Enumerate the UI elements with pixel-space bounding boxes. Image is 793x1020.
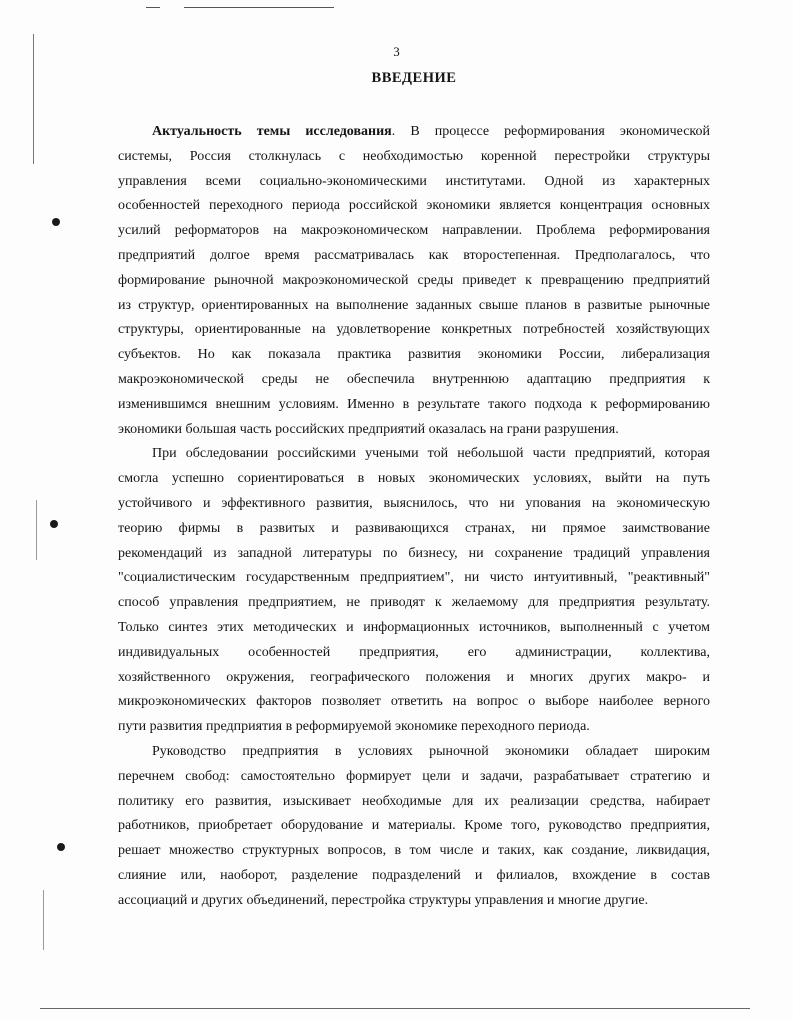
body-text (118, 120, 710, 914)
line-text: микроэкономических факторов позволяет ответить на вопрос о выборе наиболее верного (118, 694, 710, 710)
text-line (118, 715, 710, 740)
text-line (118, 170, 710, 195)
text-line (118, 294, 710, 319)
text-line (118, 194, 710, 219)
line-text: Только синтез этих методических и информационных источников, выполненный с учетом (118, 619, 710, 635)
text-line (118, 839, 710, 864)
line-text: индивидуальных особенностей предприятия, его администрации, коллектива, (118, 644, 710, 660)
scan-left-edge-3 (43, 890, 44, 950)
text-line (118, 690, 710, 715)
line-text: управления всеми социально-экономическими институтами. Одной из характерных (118, 173, 710, 189)
text-line (118, 641, 710, 666)
line-text: хозяйственного окружения, географического положения и многих других макро- и (118, 669, 710, 685)
line-text: структуры, ориентированные на удовлетворение конкретных потребностей хозяйствующих (118, 322, 710, 338)
line-text: ассоциаций и других объединений, перестройка структуры управления и многие другие. (118, 892, 649, 908)
line-text: "социалистическим государственным предприятием", ни чисто интуитивный, "реактивный" (118, 570, 710, 586)
text-line (118, 343, 710, 368)
punch-hole-1 (52, 218, 60, 226)
line-text: макроэкономической среды не обеспечила внутреннюю адаптацию предприятия к (118, 371, 710, 387)
text-line (118, 814, 710, 839)
text-line (118, 318, 710, 343)
paragraph-2 (118, 442, 710, 740)
text-line (118, 542, 710, 567)
paragraph-lead: Актуальность темы исследования (152, 124, 392, 139)
line-text: субъектов. Но как показала практика развития экономики России, либерализация (118, 347, 710, 363)
text-line (118, 790, 710, 815)
text-line (118, 368, 710, 393)
line-text: пути развития предприятия в реформируемой экономике переходного периода. (118, 719, 590, 735)
line-text: усилий реформаторов на макроэкономическом направлении. Проблема реформирования (118, 223, 710, 239)
text-line (118, 616, 710, 641)
text-line (118, 889, 710, 914)
punch-hole-3 (57, 843, 65, 851)
line-text: политику его развития, изыскивает необходимые для их реализации средства, набирает (118, 793, 710, 809)
line-text: устойчивого и эффективного развития, выяснилось, что ни упования на экономическую (118, 495, 710, 511)
text-line (118, 740, 710, 765)
text-line (118, 269, 710, 294)
scan-top-mark-left (146, 7, 160, 8)
text-line (118, 244, 710, 269)
line-text: перечнем свобод: самостоятельно формирует цели и задачи, разрабатывает стратегию и (118, 768, 710, 784)
scan-bottom-edge (40, 1008, 750, 1009)
text-line (118, 219, 710, 244)
page-title: ВВЕДЕНИЕ (371, 70, 457, 86)
line-text: способ управления предприятием, не приводят к желаемому для предприятия результату. (118, 595, 710, 611)
text-line (118, 765, 710, 790)
line-text: теорию фирмы в развитых и развивающихся странах, ни прямое заимствование (118, 520, 710, 536)
line-text: из структур, ориентированных на выполнение заданных свыше планов в развитые рыночные (118, 297, 710, 313)
line-text: изменившимся внешним условиям. Именно в результате такого подхода к реформированию (118, 396, 710, 412)
text-line (118, 591, 710, 616)
text-line (118, 418, 710, 443)
line-text: слияние или, наоборот, разделение подразделений и филиалов, вхождение в состав (118, 867, 710, 883)
text-line (118, 864, 710, 889)
text-line (118, 566, 710, 591)
line-text: решает множество структурных вопросов, в том числе и таких, как создание, ликвидация, (118, 843, 710, 859)
line-text: системы, Россия столкнулась с необходимостью коренной перестройки структуры (118, 148, 710, 164)
text-line (118, 393, 710, 418)
line-text: смогла успешно сориентироваться в новых экономических условиях, выйти на путь (118, 471, 710, 487)
paragraph-3 (118, 740, 710, 914)
line-text: формирование рыночной макроэкономической среды приведет к превращению предприятий (118, 272, 710, 288)
line-text: рекомендаций из западной литературы по бизнесу, ни сохранение традиций управления (118, 545, 710, 561)
line-text: предприятий долгое время рассматривалась как второстепенная. Предполагалось, что (118, 247, 710, 263)
paragraph-1 (118, 120, 710, 442)
text-line (118, 442, 710, 467)
text-line (118, 120, 710, 145)
line-text: . В процессе реформирования экономической (391, 124, 711, 139)
page-number: 3 (393, 44, 400, 59)
line-text: особенностей переходного периода российской экономики является концентрация основных (118, 198, 710, 214)
line-text: При обследовании российскими учеными той небольшой части предприятий, которая (152, 446, 710, 462)
punch-hole-2 (50, 520, 58, 528)
line-text: работников, приобретает оборудование и материалы. Кроме того, руководство предприятия, (118, 818, 710, 834)
scan-left-edge-2 (36, 500, 37, 560)
line-text: Руководство предприятия в условиях рыночной экономики обладает широким (152, 743, 710, 759)
text-line (118, 467, 710, 492)
text-line (118, 666, 710, 691)
scan-top-mark-right (184, 7, 334, 8)
text-line (118, 517, 710, 542)
text-line (118, 492, 710, 517)
text-line (118, 145, 710, 170)
line-text: экономики большая часть российских предприятий оказалась на грани разрушения. (118, 421, 619, 437)
